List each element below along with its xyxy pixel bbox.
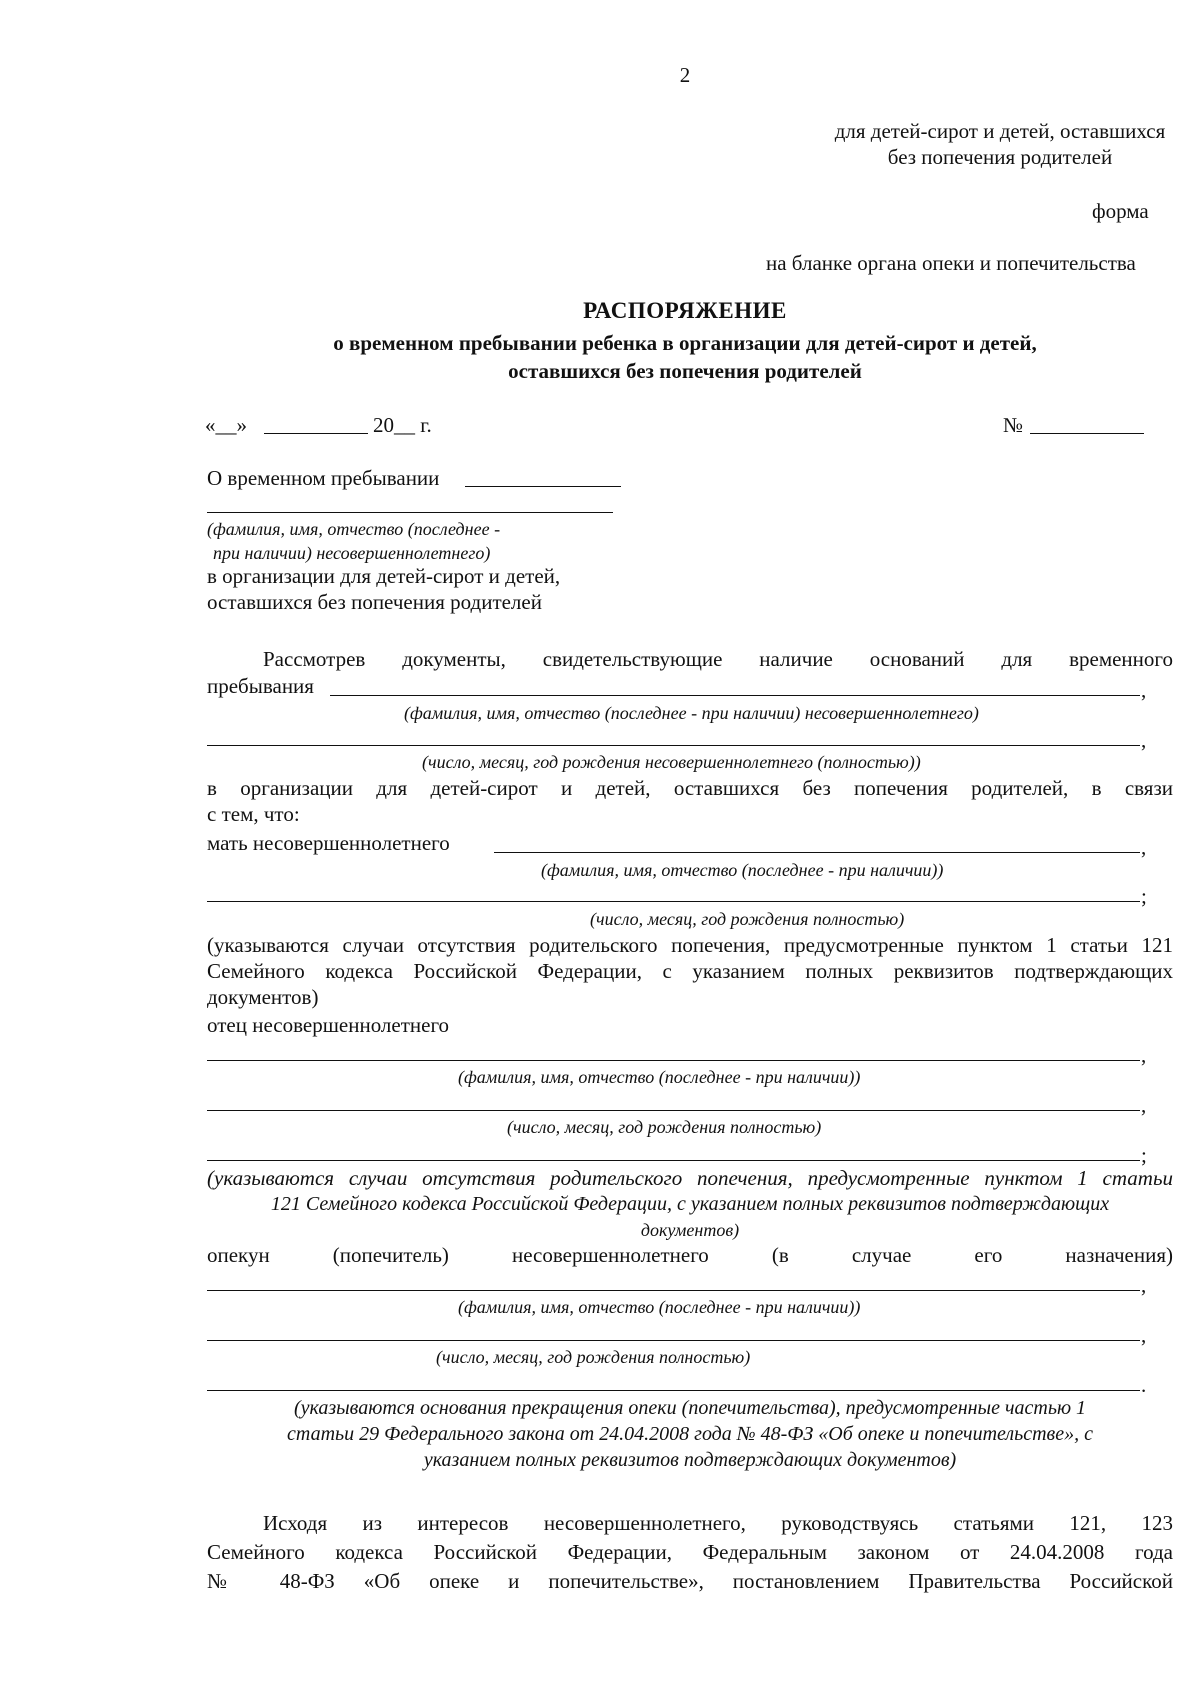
comma-6: , [1141, 1273, 1147, 1297]
subject-line-2: оставшихся без попечения родителей [207, 590, 542, 614]
semicolon-1: ; [1141, 884, 1147, 908]
comma-3: , [1141, 835, 1147, 859]
guardian-note-1: (указываются основания прекращения опеки (попечительства), предусмотренные частью 1 [293, 1397, 1087, 1419]
subject-label: О временном пребывании [207, 466, 440, 490]
date-day: «__» [205, 413, 247, 437]
document-subtitle-1: о временном пребывании ребенка в организации для детей-сирот и детей, [333, 331, 1037, 355]
document-number-field[interactable] [1030, 433, 1144, 434]
subject-name-field-2[interactable] [207, 512, 613, 513]
child-dob-field[interactable] [207, 745, 1140, 746]
guardian-dob-field[interactable] [207, 1340, 1140, 1341]
comma-2: , [1141, 728, 1147, 752]
comma-7: , [1141, 1323, 1147, 1347]
hint-child-name: (фамилия, имя, отчество (последнее - при наличии) несовершеннолетнего) [404, 703, 979, 723]
father-label: отец несовершеннолетнего [207, 1013, 450, 1037]
mother-label: мать несовершеннолетнего [207, 831, 450, 855]
hint-guardian-name: (фамилия, имя, отчество (последнее - при наличии)) [458, 1297, 861, 1317]
date-year: 20__ г. [373, 413, 432, 437]
final-line-1: Исходя из интересов несовершеннолетнего, руководствуясь статьями 121, 123 [263, 1511, 1173, 1535]
final-line-2: Семейного кодекса Российской Федерации, Федеральным законом от 24.04.2008 года [207, 1540, 1173, 1564]
mother-note-1: (указываются случаи отсутствия родительского попечения, предусмотренные пунктом 1 статьи 121 [207, 933, 1173, 957]
guardian-note-3: указанием полных реквизитов подтверждающих документов) [423, 1449, 957, 1471]
comma-5: , [1141, 1093, 1147, 1117]
para2-line-2: с тем, что: [207, 802, 300, 826]
father-note-2: 121 Семейного кодекса Российской Федерации, с указанием полных реквизитов подтверждающих [270, 1193, 1110, 1215]
comma-4: , [1141, 1043, 1147, 1067]
subject-name-field-1[interactable] [465, 486, 621, 487]
header-line-1: для детей-сирот и детей, оставшихся [834, 119, 1166, 143]
hint-child-dob: (число, месяц, год рождения несовершеннолетнего (полностью)) [422, 752, 921, 772]
comma-1: , [1141, 678, 1147, 702]
date-month-field[interactable] [264, 433, 368, 434]
letterhead-note: на бланке органа опеки и попечительства [766, 251, 1136, 275]
page-number: 2 [679, 63, 691, 87]
child-name-field[interactable] [330, 695, 1140, 696]
subject-hint-1: (фамилия, имя, отчество (последнее - [207, 519, 501, 539]
guardian-line: опекун (попечитель) несовершеннолетнего (в случае его назначения) [207, 1243, 1173, 1267]
mother-note-2: Семейного кодекса Российской Федерации, с указанием полных реквизитов подтверждающих [207, 959, 1173, 983]
hint-father-name: (фамилия, имя, отчество (последнее - при наличии)) [458, 1067, 861, 1087]
father-note-3: документов) [640, 1220, 740, 1240]
father-name-field[interactable] [207, 1060, 1140, 1061]
para1-word: пребывания [207, 674, 314, 698]
subject-hint-2: при наличии) несовершеннолетнего) [213, 543, 491, 563]
mother-dob-field[interactable] [207, 901, 1140, 902]
hint-mother-dob: (число, месяц, год рождения полностью) [590, 909, 905, 929]
hint-mother-name: (фамилия, имя, отчество (последнее - при наличии)) [541, 860, 944, 880]
subject-line-1: в организации для детей-сирот и детей, [207, 564, 561, 588]
para2-line-1: в организации для детей-сирот и детей, оставшихся без попечения родителей, в связи [207, 776, 1173, 800]
father-dob-field[interactable] [207, 1110, 1140, 1111]
guardian-note-2: статьи 29 Федерального закона от 24.04.2008 года № 48-ФЗ «Об опеке и попечительстве», с [287, 1423, 1093, 1445]
para1-line-1: Рассмотрев документы, свидетельствующие наличие оснований для временного [263, 647, 1173, 671]
period-1: . [1141, 1373, 1147, 1397]
guardian-basis-field[interactable] [207, 1390, 1140, 1391]
semicolon-2: ; [1141, 1143, 1147, 1167]
final-line-3: № 48-ФЗ «Об опеке и попечительстве», постановлением Правительства Российской [207, 1569, 1173, 1593]
header-line-2: без попечения родителей [887, 145, 1113, 169]
guardian-name-field[interactable] [207, 1290, 1140, 1291]
hint-guardian-dob: (число, месяц, год рождения полностью) [436, 1347, 751, 1367]
document-subtitle-2: оставшихся без попечения родителей [508, 359, 862, 383]
mother-note-3: документов) [207, 985, 319, 1009]
father-basis-field[interactable] [207, 1160, 1140, 1161]
father-note-1: (указываются случаи отсутствия родительского попечения, предусмотренные пунктом 1 статьи [207, 1166, 1173, 1190]
document-title: РАСПОРЯЖЕНИЕ [583, 298, 787, 323]
mother-name-field[interactable] [494, 852, 1140, 853]
form-label: форма [1092, 199, 1149, 223]
number-sign: № [1003, 413, 1024, 437]
hint-father-dob: (число, месяц, год рождения полностью) [507, 1117, 822, 1137]
